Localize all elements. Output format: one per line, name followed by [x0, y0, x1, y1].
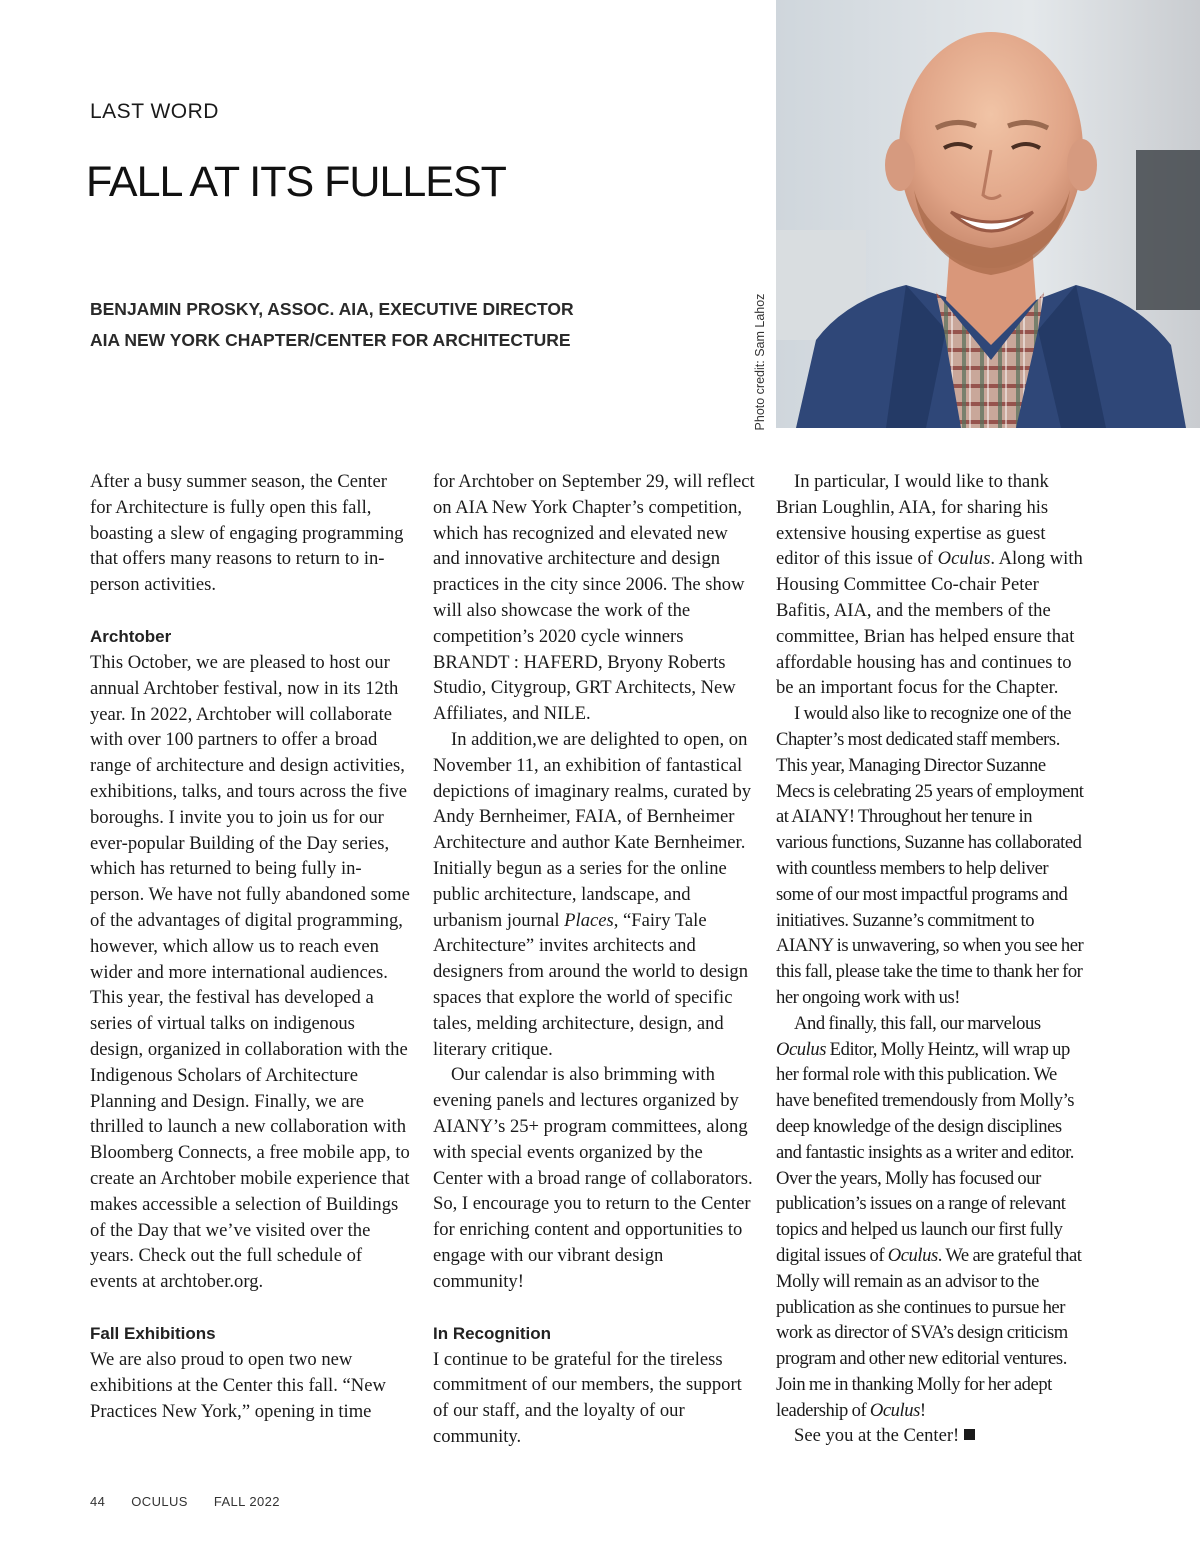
thanks-text-b: . Along with Housing Committee Co-chair Peter Bafitis, AIA, and the members of the committee, Brian has helped ensure that affordable housing has and continues to be an important focus for the Chapter.	[776, 548, 1083, 699]
end-mark-icon	[964, 1429, 975, 1440]
fairy-text-b: , “Fairy Tale Architecture” invites architects and designers from around the world to design spaces that explore the world of specific tales, melding architecture, design, and literary critique.	[433, 909, 748, 1060]
intro-paragraph: After a busy summer season, the Center for Architecture is fully open this fall, boasting a slew of engaging programming that offers many reasons to return to in-person activities.	[90, 471, 404, 596]
oculus-title: Oculus	[869, 1399, 920, 1421]
molly-paragraph	[776, 1011, 1086, 1424]
page-footer	[90, 1494, 306, 1509]
closing-line	[776, 1423, 1086, 1449]
magazine-name: OCULUS	[131, 1494, 188, 1509]
recognition-paragraph: I continue to be grateful for the tireless commitment of our members, the support of our staff, and the loyalty of our community.	[433, 1348, 742, 1447]
author-portrait	[776, 0, 1200, 428]
byline-author: BENJAMIN PROSKY, ASSOC. AIA, EXECUTIVE DIRECTOR	[90, 299, 574, 319]
oculus-title: Oculus	[776, 1038, 826, 1060]
closing-text: See you at the Center!	[794, 1425, 960, 1447]
article-column-1	[90, 469, 412, 1424]
photo-credit: Photo credit: Sam Lahoz	[753, 293, 767, 431]
exhibitions-continuation-paragraph: for Archtober on September 29, will reflect on AIA New York Chapter’s competition, which has recognized and elevated new and innovative architecture and design practices in the city since 2006. The show will also showcase the work of the competition’s 2020 cycle winners BRANDT : HAFERD, Bryony Roberts Studio, Citygroup, GRT Architects, New Affiliates, and NILE.	[433, 471, 755, 725]
subheading-fall-exhibitions: Fall Exhibitions	[90, 1323, 216, 1343]
oculus-title: Oculus	[937, 548, 991, 570]
article-column-3	[776, 469, 1086, 1449]
article-column-2	[433, 469, 755, 1450]
staff-paragraph: I would also like to recognize one of the Chapter’s most dedicated staff members. This year, Managing Director Suzanne Mecs is celebrating 25 years of employment at AIANY! Throughout her tenure in various functions, Suzanne has collaborated with countless members to help deliver some of our most impactful programs and initiatives. Suzanne’s commitment to AIANY is unwavering, so when you see her this fall, please take the time to thank her for her ongoing work with us!	[776, 703, 1084, 1008]
spacer	[90, 598, 412, 624]
byline-organization: AIA NEW YORK CHAPTER/CENTER FOR ARCHITECTURE	[90, 330, 571, 350]
subheading-archtober: Archtober	[90, 626, 172, 646]
calendar-paragraph: Our calendar is also brimming with evening panels and lectures organized by AIANY’s 25+ program committees, along with special events organized by the Center with a broad range of collaborators. So, I encourage you to return to the Center for enriching content and opportunities to engage with our vibrant design community!	[433, 1064, 753, 1292]
exhibitions-paragraph: We are also proud to open two new exhibitions at the Center this fall. “New Practices New York,” opening in time	[90, 1348, 386, 1422]
places-journal-title: Places	[564, 909, 614, 931]
archtober-paragraph: This October, we are pleased to host our annual Archtober festival, now in its 12th year. In 2022, Archtober will collaborate with over 100 partners to offer a broad range of architecture and design activities, exhibitions, talks, and tours across the five boroughs. I invite you to join us for our ever-popular Building of the Day series, which has returned to being fully in-person. We have not fully abandoned some of the advantages of digital programming, however, which allow us to reach even wider and more international audiences. This year, the festival has developed a series of virtual talks on indigenous design, organized in collaboration with the Indigenous Scholars of Architecture Planning and Design. Finally, we are thrilled to launch a new collaboration with Bloomberg Connects, a free mobile app, to create an Archtober mobile experience that makes accessible a selection of Buildings of the Day that we’ve visited over the years. Check out the full schedule of events at archtober.org.	[90, 651, 410, 1293]
fairy-tale-paragraph	[433, 727, 755, 1062]
byline	[90, 294, 574, 356]
spacer	[433, 1295, 755, 1321]
thanks-text-a: In particular, I would like to thank Brian Loughlin, AIA, for sharing his extensive housing expertise as guest editor of this issue of	[776, 471, 1049, 570]
issue-date: FALL 2022	[213, 1494, 280, 1509]
fairy-text-a: In addition,we are delighted to open, on November 11, an exhibition of fantastical depictions of imaginary realms, curated by Andy Bernheimer, FAIA, of Bernheimer Architecture and author Kate Bernheimer. Initially begun as a series for the online public architecture, landscape, and urbanism journal	[433, 728, 752, 931]
page-title: FALL AT ITS FULLEST	[86, 158, 506, 206]
subheading-in-recognition: In Recognition	[433, 1323, 552, 1343]
molly-text-a: And finally, this fall, our marvelous	[794, 1012, 1041, 1034]
thanks-paragraph	[776, 469, 1086, 701]
oculus-title: Oculus	[887, 1244, 938, 1266]
molly-text-c: . We are grateful that Molly will remain as an advisor to the publication as she continues to pursue her work as director of SVA’s design criticism program and other new editorial ventures. Join me in thanking Molly for her adept leadership of	[776, 1244, 1082, 1421]
section-label: LAST WORD	[90, 100, 219, 123]
spacer	[90, 1295, 412, 1321]
molly-text-b: Editor, Molly Heintz, will wrap up her formal role with this publication. We have benefited tremendously from Molly’s deep knowledge of the design disciplines and fantastic insights as a writer and editor. Over the years, Molly has focused our publication’s issues on a range of relevant topics and helped us launch our first fully digital issues of	[776, 1038, 1075, 1266]
molly-text-d: !	[919, 1399, 926, 1421]
page-number: 44	[90, 1494, 106, 1509]
